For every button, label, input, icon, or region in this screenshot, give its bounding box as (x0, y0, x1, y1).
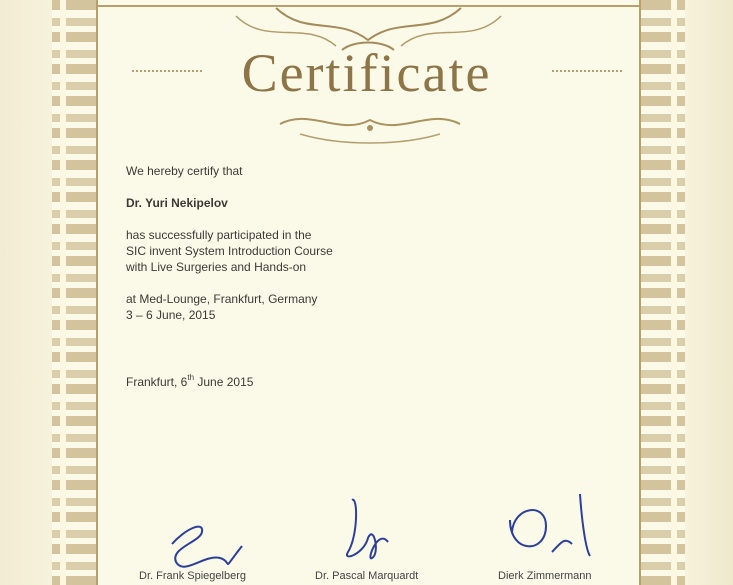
intro-text: We hereby certify that (126, 164, 243, 178)
certificate-body (126, 163, 333, 390)
signature-zimmermann (486, 484, 606, 572)
location-text: at Med-Lounge, Frankfurt, Germany (126, 292, 318, 306)
participation-line-1: has successfully participated in the (126, 228, 312, 242)
certificate-title: Certificate (241, 43, 492, 103)
title-flourish (270, 108, 470, 148)
dates-text: 3 – 6 June, 2015 (126, 308, 216, 322)
place-date-suffix: June 2015 (194, 375, 254, 389)
signature-name-3: Dierk Zimmermann (498, 570, 592, 582)
participation-line-3: with Live Surgeries and Hands-on (126, 260, 307, 274)
participation-line-2: SIC invent System Introduction Course (126, 244, 333, 258)
signature-spiegelberg (150, 502, 270, 577)
recipient-name: Dr. Yuri Nekipelov (126, 196, 228, 210)
signature-name-2: Dr. Pascal Marquardt (315, 570, 419, 582)
signature-name-1: Dr. Frank Spiegelberg (139, 570, 246, 582)
place-date-super: th (187, 373, 195, 382)
signature-marquardt (328, 490, 398, 572)
place-date-text (126, 371, 333, 390)
place-date-prefix: Frankfurt, 6 (126, 375, 188, 389)
